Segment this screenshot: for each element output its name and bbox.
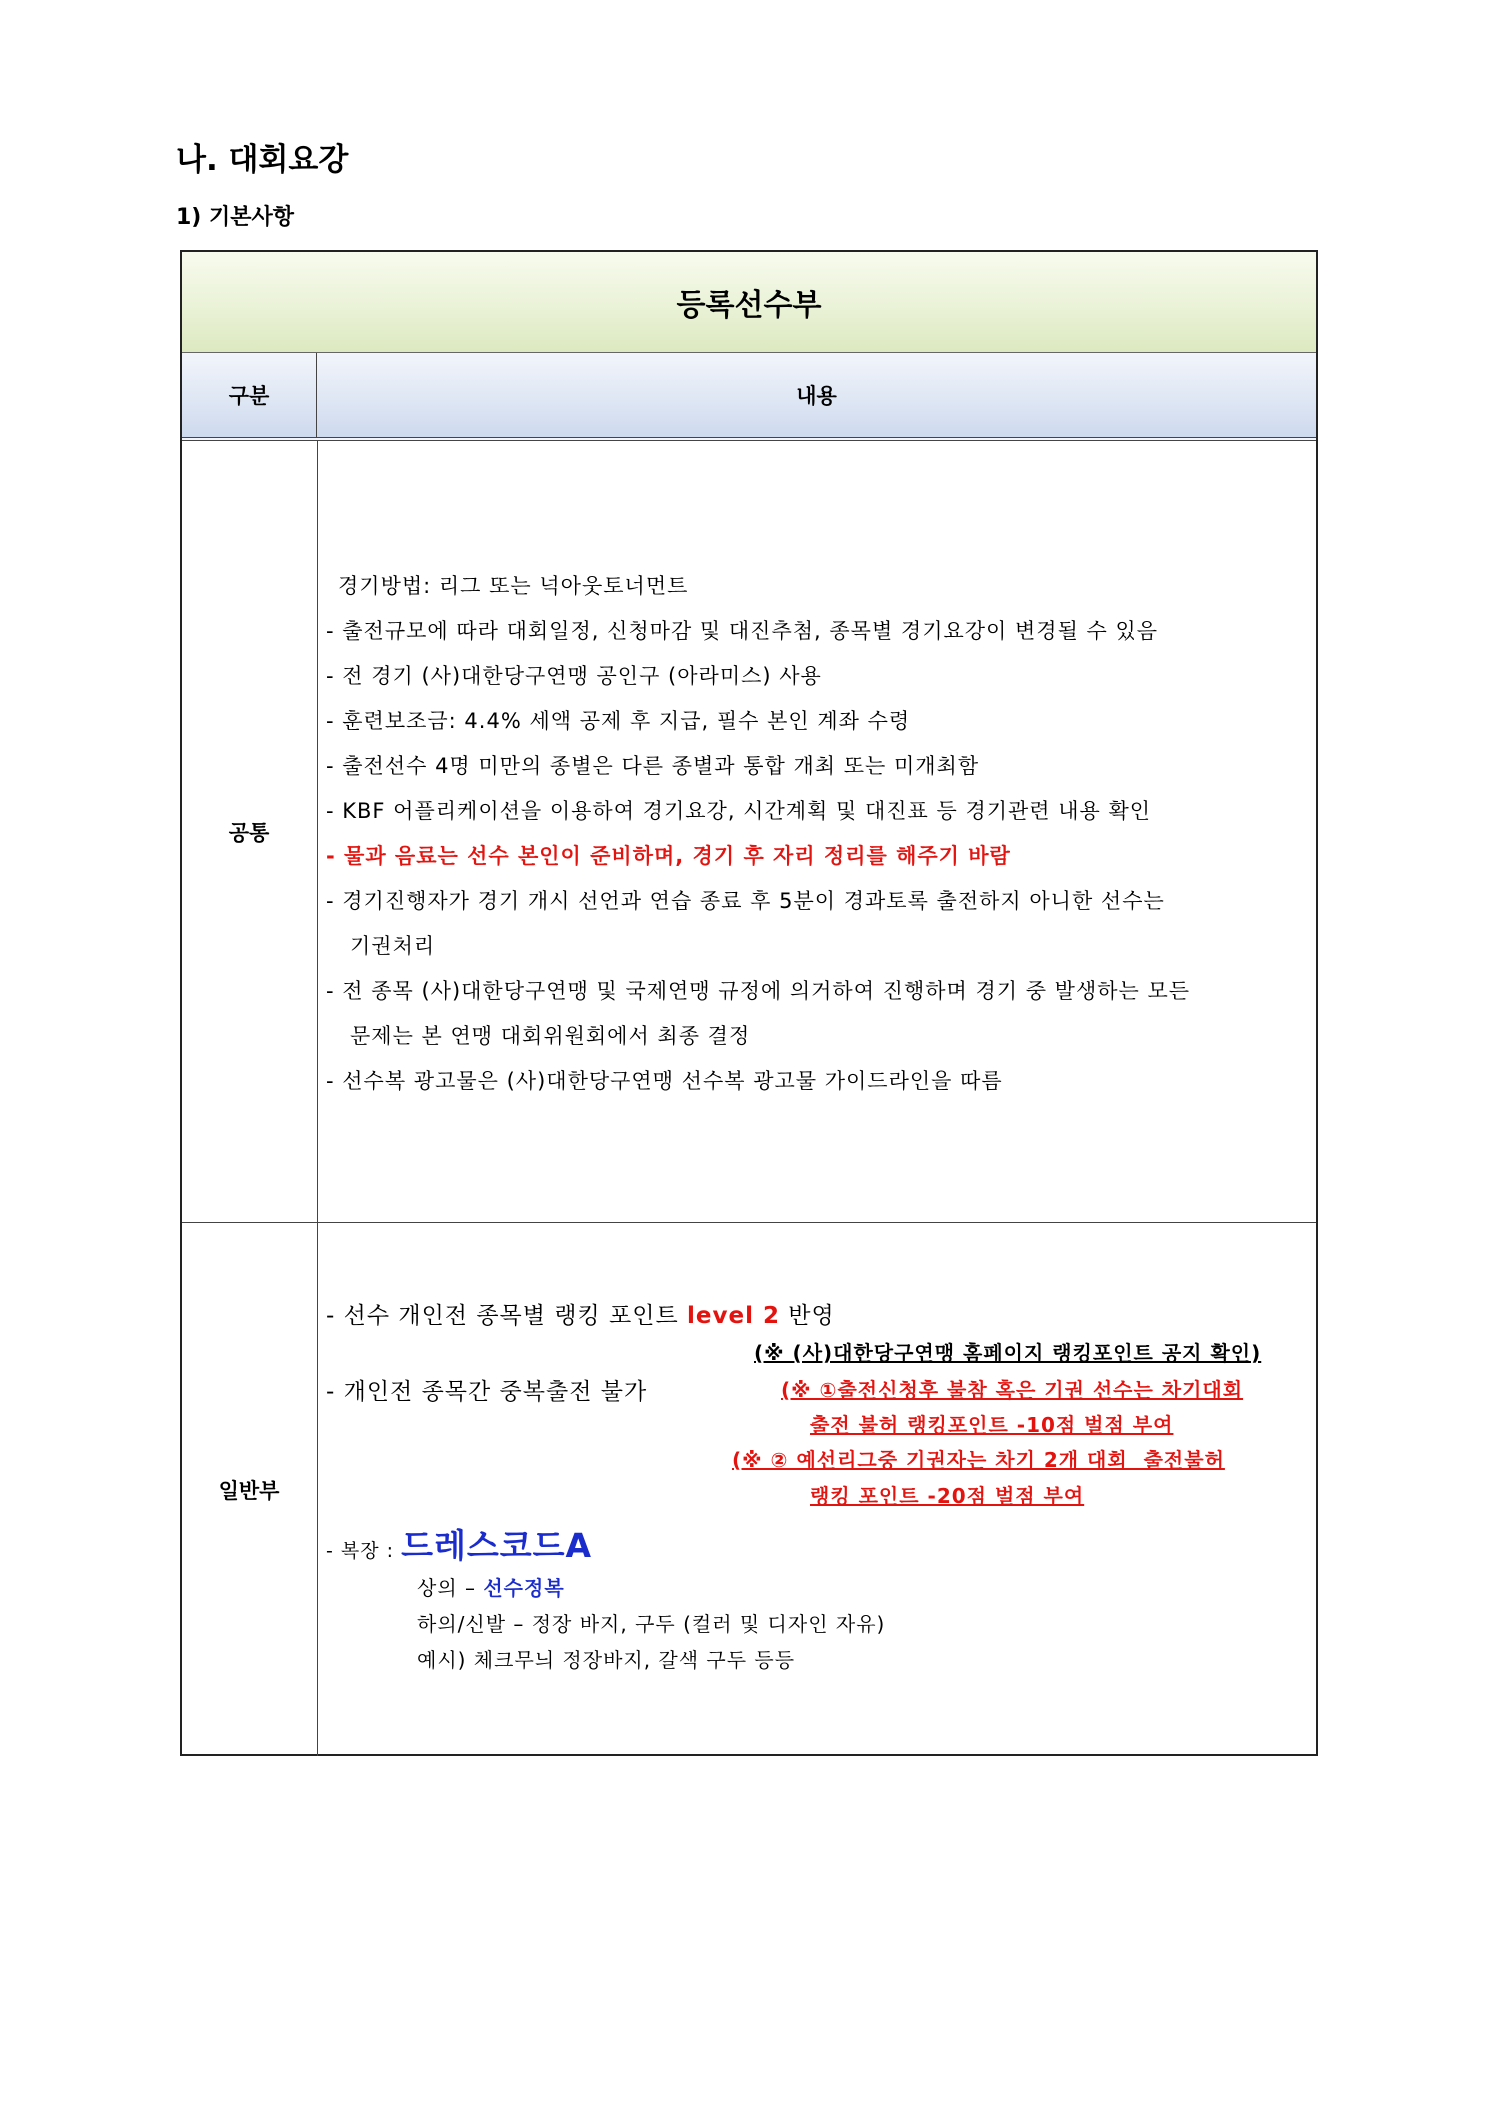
rules-table [180, 250, 1318, 1756]
common-line: 문제는 본 연맹 대회위원회에서 최종 결정 [350, 1024, 751, 1048]
common-line: 경기방법: 리그 또는 넉아웃토너먼트 [338, 574, 689, 598]
penalty-note-1-cont: 출전 불허 랭킹포인트 -10점 벌점 부여 [810, 1413, 1174, 1437]
example-line: 예시) 체크무늬 정장바지, 갈색 구두 등등 [417, 1648, 796, 1672]
common-line: - 경기진행자가 경기 개시 선언과 연습 종료 후 5분이 경과토록 출전하지 아니한 선수는 [326, 889, 1165, 913]
table-title: 등록선수부 [182, 252, 1316, 353]
common-line: - 출전선수 4명 미만의 종별은 다른 종별과 통합 개최 또는 미개최함 [326, 754, 980, 778]
penalty-note-2: (※ ② 예선리그중 기권자는 차기 2개 대회 출전불허 [732, 1448, 1225, 1472]
common-line: - 전 종목 (사)대한당구연맹 및 국제연맹 규정에 의거하여 진행하며 경기 중 발생하는 모든 [326, 979, 1191, 1003]
column-divider [317, 441, 318, 1756]
ranking-line [326, 1297, 835, 1330]
ranking-note: (※ (사)대한당구연맹 홈페이지 랭킹포인트 공지 확인) [754, 1341, 1262, 1365]
common-line: - 훈련보조금: 4.4% 세액 공제 후 지급, 필수 본인 계좌 수령 [326, 709, 911, 733]
penalty-note-1: (※ ①출전신청후 불참 혹은 기권 선수는 차기대회 [781, 1378, 1244, 1402]
header-category: 구분 [182, 353, 317, 437]
duplicate-entry-line: - 개인전 종목간 중복출전 불가 [326, 1379, 648, 1405]
ranking-suffix: 반영 [779, 1303, 835, 1329]
common-line: - 선수복 광고물은 (사)대한당구연맹 선수복 광고물 가이드라인을 따름 [326, 1069, 1003, 1093]
dress-line [326, 1520, 592, 1567]
common-line: 기권처리 [350, 934, 436, 958]
common-line: - 전 경기 (사)대한당구연맹 공인구 (아라미스) 사용 [326, 664, 822, 688]
row-divider [182, 1222, 1316, 1223]
penalty-note-2-cont: 랭킹 포인트 -20점 벌점 부여 [810, 1484, 1085, 1508]
section-heading: 나. 대회요강 [176, 142, 349, 178]
row-label-general: 일반부 [218, 1478, 280, 1503]
common-line: - KBF 어플리케이션을 이용하여 경기요강, 시간계획 및 대진표 등 경기관련 내용 확인 [326, 799, 1152, 823]
common-line: - 출전규모에 따라 대회일정, 신청마감 및 대진추첨, 종목별 경기요강이 변경될 수 있음 [326, 619, 1159, 643]
subsection-heading: 1) 기본사항 [176, 205, 295, 230]
bottom-line: 하의/신발 – 정장 바지, 구두 (컬러 및 디자인 자유) [417, 1612, 886, 1636]
top-line [417, 1572, 565, 1601]
common-line-highlight: - 물과 음료는 선수 본인이 준비하며, 경기 후 자리 정리를 해주기 바람 [326, 844, 1011, 868]
ranking-prefix: - 선수 개인전 종목별 랭킹 포인트 [326, 1303, 687, 1329]
table-header-row [182, 353, 1316, 441]
dress-code: 드레스코드A [401, 1526, 593, 1565]
header-content: 내용 [796, 384, 837, 408]
top-prefix: 상의 – [417, 1576, 484, 1600]
dress-prefix: - 복장 : [326, 1540, 402, 1562]
top-value: 선수정복 [483, 1576, 565, 1600]
ranking-level: level 2 [687, 1303, 780, 1329]
row-label-common: 공통 [228, 820, 270, 845]
